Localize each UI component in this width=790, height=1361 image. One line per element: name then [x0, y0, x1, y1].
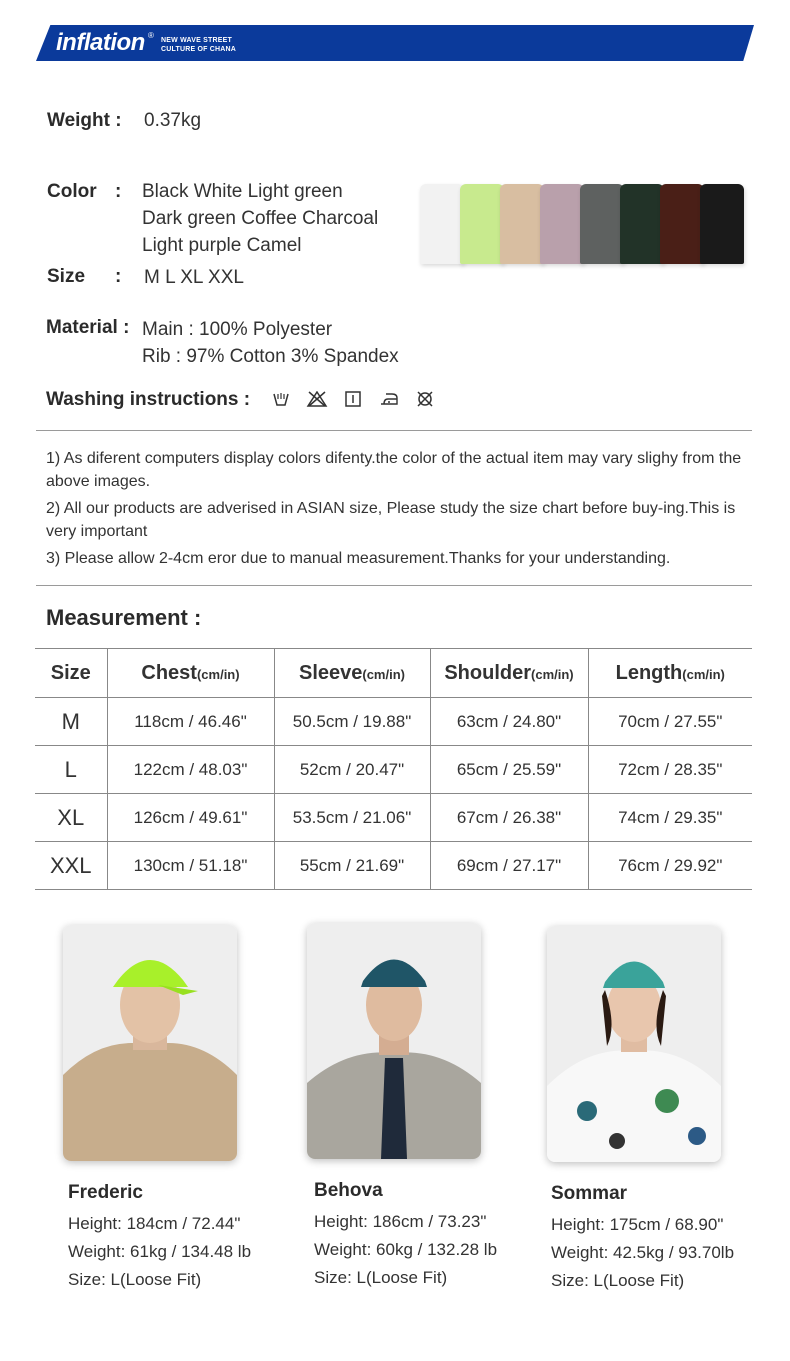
header-shoulder: Shoulder(cm/in): [430, 649, 588, 698]
material-label: Material :: [46, 317, 130, 338]
cell-length: 70cm / 27.55": [588, 698, 752, 746]
model-size-frederic: Size: L(Loose Fit): [68, 1270, 202, 1289]
model-weight-sommar: Weight: 42.5kg / 93.70lb: [551, 1243, 735, 1262]
note-3: 3) Please allow 2-4cm eror due to manual measurement.Thanks for your understanding.: [46, 550, 671, 567]
model-height-sommar: Height: 175cm / 68.90": [551, 1215, 724, 1234]
cell-sleeve: 52cm / 20.47": [274, 746, 430, 794]
cell-sleeve: 53.5cm / 21.06": [274, 794, 430, 842]
color-line-1: Black White Light green: [142, 181, 343, 202]
model-weight-behova: Weight: 60kg / 132.28 lb: [314, 1240, 498, 1259]
size-value: M L XL XXL: [144, 267, 244, 288]
header-chest: Chest(cm/in): [107, 649, 274, 698]
model-name-sommar: Sommar: [551, 1183, 628, 1204]
cell-length: 72cm / 28.35": [588, 746, 752, 794]
model-photo-behova: [307, 923, 481, 1159]
cell-size: L: [35, 746, 107, 794]
header-sleeve: Sleeve(cm/in): [274, 649, 430, 698]
cell-length: 74cm / 29.35": [588, 794, 752, 842]
size-label: Size: [47, 266, 86, 287]
model-name-frederic: Frederic: [68, 1182, 143, 1203]
color-line-2: Dark green Coffee Charcoal: [142, 208, 379, 229]
no-bleach-icon: [306, 391, 328, 407]
cell-shoulder: 65cm / 25.59": [430, 746, 588, 794]
no-dry-clean-icon: [414, 391, 436, 407]
cell-length: 76cm / 29.92": [588, 842, 752, 890]
model-height-frederic: Height: 184cm / 72.44": [68, 1214, 241, 1233]
cell-size: XL: [35, 794, 107, 842]
cell-chest: 122cm / 48.03": [107, 746, 274, 794]
measurement-title: Measurement :: [46, 605, 202, 630]
washing-label: Washing instructions :: [46, 389, 251, 410]
color-swatches-image: [420, 184, 740, 264]
divider-bottom: [36, 585, 752, 586]
cell-chest: 118cm / 46.46": [107, 698, 274, 746]
header-length: Length(cm/in): [588, 649, 752, 698]
brand-tagline-1: NEW WAVE STREET: [161, 37, 232, 44]
header-size: Size: [35, 649, 107, 698]
swatch-light-green: [460, 184, 504, 264]
swatch-white: [420, 184, 464, 264]
material-line-2: Rib : 97% Cotton 3% Spandex: [142, 346, 399, 367]
brand-tagline-2: CULTURE OF CHANA: [161, 46, 237, 53]
table-row: [35, 794, 752, 842]
weight-value: 0.37kg: [144, 110, 202, 131]
model-photo-frederic: [63, 925, 237, 1161]
note-1: 1) As diferent computers display colors difenty.the color of the actual item may vary slighy from the above images.: [46, 450, 742, 490]
washing-icons: [270, 391, 436, 407]
cell-shoulder: 67cm / 26.38": [430, 794, 588, 842]
cell-shoulder: 69cm / 27.17": [430, 842, 588, 890]
model-weight-frederic: Weight: 61kg / 134.48 lb: [68, 1242, 252, 1261]
cell-chest: 126cm / 49.61": [107, 794, 274, 842]
cell-shoulder: 63cm / 24.80": [430, 698, 588, 746]
brand-logo: inflation: [56, 29, 145, 56]
size-colon: :: [115, 266, 122, 287]
table-row: [35, 842, 752, 890]
divider-top: [36, 430, 752, 431]
tumble-dry-icon: [342, 391, 364, 407]
swatch-camel: [500, 184, 544, 264]
note-2: 2) All our products are adverised in ASIAN size, Please study the size chart before buy-ing.This is very important: [46, 500, 736, 540]
cell-sleeve: 50.5cm / 19.88": [274, 698, 430, 746]
swatch-dark-green: [620, 184, 664, 264]
table-row: [35, 698, 752, 746]
hand-wash-icon: [270, 391, 292, 407]
model-size-behova: Size: L(Loose Fit): [314, 1268, 448, 1287]
swatch-black: [700, 184, 744, 264]
model-photo-sommar: [547, 926, 721, 1162]
swatch-coffee: [660, 184, 704, 264]
model-size-sommar: Size: L(Loose Fit): [551, 1271, 685, 1290]
weight-label: Weight :: [47, 110, 122, 131]
cell-chest: 130cm / 51.18": [107, 842, 274, 890]
swatch-charcoal: [580, 184, 624, 264]
table-header-row: [35, 649, 752, 698]
material-line-1: Main : 100% Polyester: [142, 319, 333, 340]
color-colon: :: [115, 181, 122, 202]
cell-sleeve: 55cm / 21.69": [274, 842, 430, 890]
iron-icon: [378, 391, 400, 407]
registered-mark: ®: [148, 31, 154, 40]
color-line-3: Light purple Camel: [142, 235, 302, 256]
size-chart-table: [35, 648, 752, 890]
color-label: Color: [47, 181, 97, 202]
model-name-behova: Behova: [314, 1180, 383, 1201]
table-row: [35, 746, 752, 794]
cell-size: M: [35, 698, 107, 746]
model-height-behova: Height: 186cm / 73.23": [314, 1212, 487, 1231]
swatch-light-purple: [540, 184, 584, 264]
cell-size: XXL: [35, 842, 107, 890]
